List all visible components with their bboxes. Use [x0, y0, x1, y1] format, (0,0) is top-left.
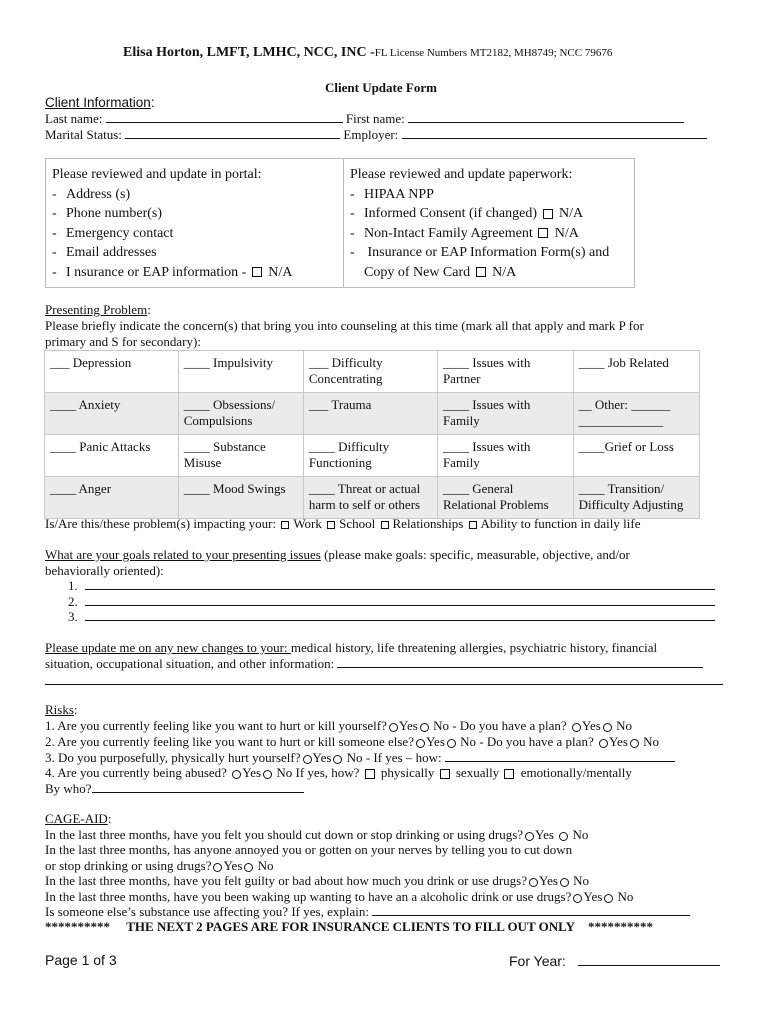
problem-cell[interactable]: ____ Impulsivity: [178, 351, 303, 393]
abuse-physical-checkbox[interactable]: [365, 769, 375, 779]
q3-no-radio[interactable]: [333, 755, 342, 764]
problem-cell[interactable]: ___ Difficulty Concentrating: [303, 351, 437, 393]
cage-q5: Is someone else’s substance use affecting you? If yes, explain:: [45, 904, 690, 920]
goal-line-3: 3.: [68, 609, 715, 625]
presenting-instructions: Please briefly indicate the concern(s) that bring you into counseling at this time (mark all that apply and mark P for: [45, 318, 644, 333]
paperwork-column: [350, 165, 609, 282]
q2-yes-radio[interactable]: [416, 739, 425, 748]
abuse-emotional-checkbox[interactable]: [504, 769, 514, 779]
paperwork-item: - HIPAA NPP: [350, 186, 434, 202]
risk-q3: 3. Do you purposefully, physically hurt yourself? Yes No - If yes – how:: [45, 750, 675, 766]
impact-work-checkbox[interactable]: [281, 521, 289, 529]
paperwork-item: - Non-Intact Family Agreement N/A: [350, 225, 579, 241]
portal-item: - Emergency contact: [52, 225, 174, 241]
cage-q2-yes-radio[interactable]: [213, 863, 222, 872]
table-row: [45, 393, 700, 435]
update-checklist-box: [45, 158, 635, 288]
problem-cell[interactable]: ____ Mood Swings: [178, 477, 303, 519]
q4-no-radio[interactable]: [263, 770, 272, 779]
year-field[interactable]: [578, 952, 720, 966]
problem-cell[interactable]: ____ Job Related: [573, 351, 699, 393]
client-info-heading: Client Information:: [45, 95, 155, 110]
problem-cell[interactable]: ____ Issues with Family: [437, 435, 573, 477]
cage-q2-no-radio[interactable]: [244, 863, 253, 872]
form-title: Client Update Form: [325, 80, 437, 95]
impact-row: Is/Are this/these problem(s) impacting your: Work School Relationships Ability to function in daily life: [45, 516, 641, 531]
problem-cell[interactable]: ____ Obsessions/ Compulsions: [178, 393, 303, 435]
problem-cell[interactable]: ___ Trauma: [303, 393, 437, 435]
q1-yes-radio[interactable]: [389, 723, 398, 732]
q1-no-radio[interactable]: [420, 723, 429, 732]
portal-item: - Email addresses: [52, 245, 157, 260]
cage-q3-no-radio[interactable]: [560, 878, 569, 887]
impact-relationships-checkbox[interactable]: [381, 521, 389, 529]
insurance-note: ********** THE NEXT 2 PAGES ARE FOR INSURANCE CLIENTS TO FILL OUT ONLY **********: [45, 919, 653, 934]
first-name-field[interactable]: [408, 111, 684, 123]
q1-plan-yes-radio[interactable]: [572, 723, 581, 732]
header-name: Elisa Horton, LMFT, LMHC, NCC, INC -: [123, 45, 375, 60]
consent-na-checkbox[interactable]: [543, 209, 553, 219]
updates-field-2[interactable]: [45, 684, 723, 685]
table-row: [45, 435, 700, 477]
problem-cell[interactable]: ____Grief or Loss: [573, 435, 699, 477]
cage-q1: In the last three months, have you felt you should cut down or stop drinking or using drugs? Yes No: [45, 827, 589, 842]
header-license: FL License Numbers MT2182, MH8749; NCC 79676: [374, 47, 613, 59]
for-year: For Year:: [509, 952, 720, 969]
q1-plan-no-radio[interactable]: [603, 723, 612, 732]
goal-field[interactable]: [85, 594, 715, 606]
impact-function-checkbox[interactable]: [469, 521, 477, 529]
problem-cell[interactable]: ____ Substance Misuse: [178, 435, 303, 477]
paperwork-item: - Insurance or EAP Information Form(s) and: [350, 245, 610, 260]
goals-heading: What are your goals related to your presenting issues (please make goals: specific, measurable, objective, and/or: [45, 547, 630, 562]
page-number: Page 1 of 3: [45, 952, 117, 968]
insurance-na-checkbox[interactable]: [252, 267, 262, 277]
cage-q4-no-radio[interactable]: [604, 894, 613, 903]
problems-table: [44, 350, 700, 519]
marital-row: Marital Status: Employer:: [45, 127, 707, 143]
problem-cell[interactable]: __ Other: ______ _____________: [573, 393, 699, 435]
cage-q1-no-radio[interactable]: [559, 832, 568, 841]
updates-text: situation, occupational situation, and other information:: [45, 656, 703, 672]
q2-plan-no-radio[interactable]: [630, 739, 639, 748]
problem-cell[interactable]: ____ Panic Attacks: [45, 435, 179, 477]
cage-q1-yes-radio[interactable]: [525, 832, 534, 841]
cage-q3: In the last three months, have you felt guilty or bad about how much you drink or use drugs? Yes No: [45, 873, 590, 888]
presenting-instructions-2: primary and S for secondary):: [45, 334, 201, 349]
marital-status-field[interactable]: [125, 127, 340, 139]
header: [123, 45, 612, 61]
problem-cell[interactable]: ____ Difficulty Functioning: [303, 435, 437, 477]
problem-cell[interactable]: ___ Depression: [45, 351, 179, 393]
risk-by-who: By who?: [45, 781, 304, 797]
cage-q2b: or stop drinking or using drugs? Yes No: [45, 858, 274, 873]
problem-cell[interactable]: ____ Anxiety: [45, 393, 179, 435]
goal-line-2: 2.: [68, 594, 715, 610]
risk-q2: 2. Are you currently feeling like you want to hurt or kill someone else? Yes No - Do you have a plan? Yes No: [45, 734, 660, 749]
family-na-checkbox[interactable]: [538, 228, 548, 238]
goal-field[interactable]: [85, 578, 715, 590]
paperwork-title: Please reviewed and update paperwork:: [350, 167, 573, 182]
table-row: [45, 477, 700, 519]
cage-q4-yes-radio[interactable]: [573, 894, 582, 903]
risk-q1: 1. Are you currently feeling like you want to hurt or kill yourself? Yes No - Do you have a plan? Yes No: [45, 718, 632, 733]
problem-cell[interactable]: ____ Threat or actual harm to self or others: [303, 477, 437, 519]
by-who-field[interactable]: [92, 781, 304, 793]
updates-heading: Please update me on any new changes to your: medical history, life threatening allergies, psychiatric history, financial: [45, 640, 658, 655]
table-row: [45, 351, 700, 393]
portal-title: Please reviewed and update in portal:: [52, 167, 262, 182]
impact-school-checkbox[interactable]: [327, 521, 335, 529]
portal-item: - I nsurance or EAP information - N/A: [52, 264, 293, 280]
problem-cell[interactable]: ____ Transition/ Difficulty Adjusting: [573, 477, 699, 519]
problem-cell[interactable]: ____ Anger: [45, 477, 179, 519]
cage-q2: In the last three months, has anyone annoyed you or gotten on your nerves by telling you to cut down: [45, 842, 573, 857]
portal-item: - Phone number(s): [52, 206, 163, 221]
employer-field[interactable]: [402, 127, 707, 139]
goal-field[interactable]: [85, 609, 715, 621]
card-na-checkbox[interactable]: [476, 267, 486, 277]
q4-yes-radio[interactable]: [232, 770, 241, 779]
risk-q4: 4. Are you currently being abused? Yes No If yes, how? physically sexually emotionally/mentally: [45, 765, 632, 780]
q2-no-radio[interactable]: [447, 739, 456, 748]
q2-plan-yes-radio[interactable]: [599, 739, 608, 748]
cage-q3-yes-radio[interactable]: [529, 878, 538, 887]
updates-field[interactable]: [337, 656, 703, 668]
paperwork-item: - Informed Consent (if changed) N/A: [350, 206, 584, 221]
problem-cell[interactable]: ____ Issues with Family: [437, 393, 573, 435]
cage-explain-field[interactable]: [372, 904, 690, 916]
portal-column: [52, 165, 292, 282]
goal-line-1: 1.: [68, 578, 715, 594]
cage-q4: In the last three months, have you been waking up wanting to have an a alcoholic drink or use drugs? Yes No: [45, 889, 634, 904]
goals-note: behaviorally oriented):: [45, 563, 164, 578]
last-name-field[interactable]: [106, 111, 343, 123]
abuse-sexual-checkbox[interactable]: [440, 769, 450, 779]
presenting-heading: Presenting Problem:: [45, 302, 151, 317]
box-divider: [343, 159, 344, 287]
problem-cell[interactable]: ____ General Relational Problems: [437, 477, 573, 519]
last-name-row: Last name: First name:: [45, 111, 684, 127]
paperwork-item: Copy of New Card N/A: [364, 264, 517, 280]
problem-cell[interactable]: ____ Issues with Partner: [437, 351, 573, 393]
cage-heading: CAGE-AID:: [45, 811, 112, 826]
q3-yes-radio[interactable]: [303, 755, 312, 764]
q3-how-field[interactable]: [445, 750, 675, 762]
risks-heading: Risks:: [45, 702, 78, 717]
portal-item: - Address (s): [52, 186, 131, 202]
